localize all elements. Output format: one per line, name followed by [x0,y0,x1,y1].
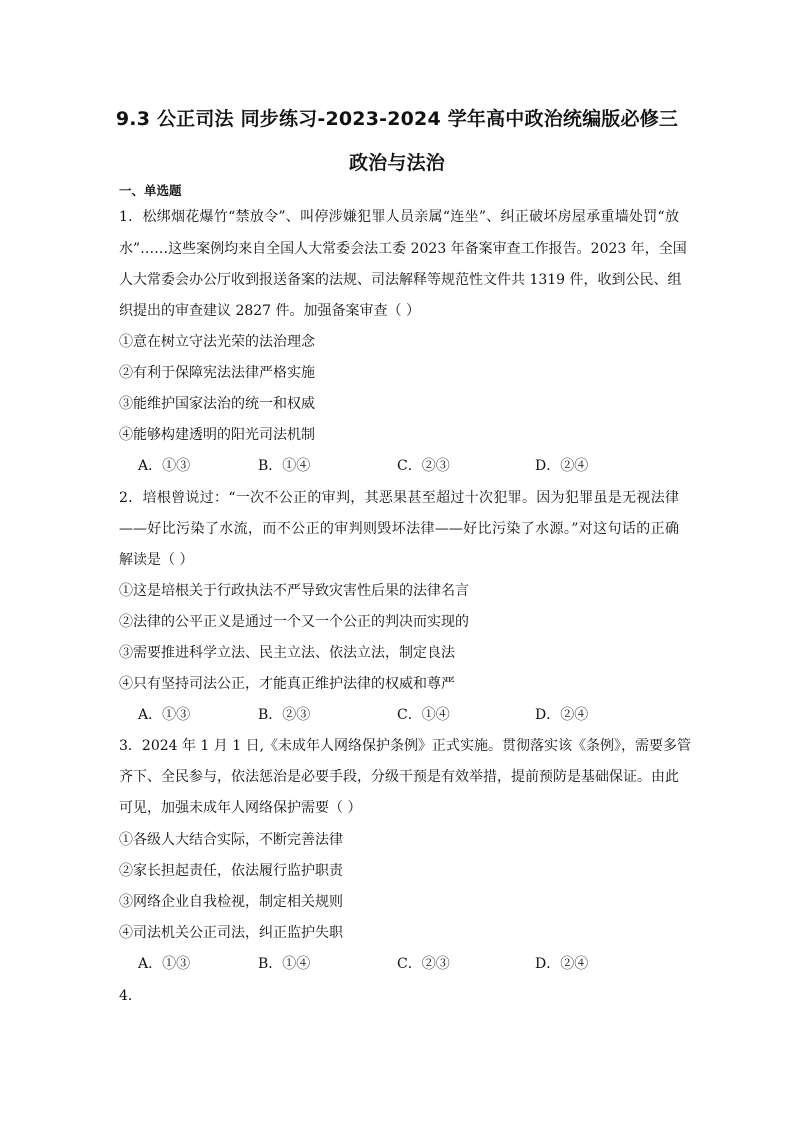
question-2-text-line: 2．培根曾说过：“一次不公正的审判，其恶果甚至超过十次犯罪。因为犯罪虽是无视法律 [119,490,679,506]
choice-a[interactable]: A．①③ [138,956,191,972]
question-1-text-line: 水”……这些案例均来自全国人大常委会法工委 2023 年备案审查工作报告。2023 年，全国 [119,241,687,257]
question-1-text-line: 织提出的审查建议 2827 件。加强备案审查（ ） [119,303,420,319]
choice-d[interactable]: D．②④ [535,458,589,474]
section-heading: 一、单选题 [119,183,182,198]
choice-d[interactable]: D．②④ [535,956,589,972]
choice-c[interactable]: C．①④ [397,707,450,723]
question-2-option: ①这是培根关于行政执法不严导致灾害性后果的法律名言 [119,583,469,599]
question-3-text-line: 齐下、全民参与，依法惩治是必要手段，分级干预是有效举措，提前预防是基础保证。由此 [119,769,679,785]
question-3-text-line: 3．2024 年 1 月 1 日,《未成年人网络保护条例》正式实施。贯彻落实该《条例》，需要多管 [119,738,692,754]
question-3-option: ③网络企业自我检视，制定相关规则 [119,894,343,910]
document-title: 9.3 公正司法 同步练习-2023-2024 学年高中政治统编版必修三 [115,108,679,130]
choice-a[interactable]: A．①③ [138,458,191,474]
question-3-choices [138,955,678,973]
choice-c[interactable]: C．②③ [397,458,450,474]
question-2-option: ②法律的公平正义是通过一个又一个公正的判决而实现的 [119,614,469,630]
question-3-text-line: 可见，加强未成年人网络保护需要（ ） [119,800,362,816]
choice-b[interactable]: B．②③ [258,707,311,723]
question-2-text-line: 解读是（ ） [119,552,194,568]
question-4-text-line: 4． [119,988,142,1004]
question-1-text-line: 人大常委会办公厅收到报送备案的法规、司法解释等规范性文件共 1319 件，收到公民、组 [119,272,682,288]
question-1-option: ②有利于保障宪法法律严格实施 [119,365,315,381]
question-1-option: ④能够构建透明的阳光司法机制 [119,427,315,443]
document-title-continued: 政治与法治 [348,152,445,174]
question-2-text-line: ——好比污染了水流，而不公正的审判则毁坏法律——好比污染了水源。”对这句话的正确 [119,521,679,537]
question-1-choices [138,457,678,475]
choice-b[interactable]: B．①④ [258,458,311,474]
question-3-option: ①各级人大结合实际，不断完善法律 [119,832,343,848]
question-2-option: ④只有坚持司法公正，才能真正维护法律的权威和尊严 [119,676,455,692]
choice-b[interactable]: B．①④ [258,956,311,972]
question-1-option: ③能维护国家法治的统一和权威 [119,396,315,412]
choice-c[interactable]: C．②③ [397,956,450,972]
question-3-option: ④司法机关公正司法，纠正监护失职 [119,925,343,941]
question-3-option: ②家长担起责任，依法履行监护职责 [119,863,343,879]
choice-d[interactable]: D．②④ [535,707,589,723]
question-2-option: ③需要推进科学立法、民主立法、依法立法，制定良法 [119,645,455,661]
question-2-choices [138,706,678,724]
question-1-option: ①意在树立守法光荣的法治理念 [119,334,315,350]
choice-a[interactable]: A．①③ [138,707,191,723]
question-1-text-line: 1．松绑烟花爆竹“禁放令”、叫停涉嫌犯罪人员亲属“连坐”、纠正破坏房屋承重墙处罚“放 [119,209,679,225]
